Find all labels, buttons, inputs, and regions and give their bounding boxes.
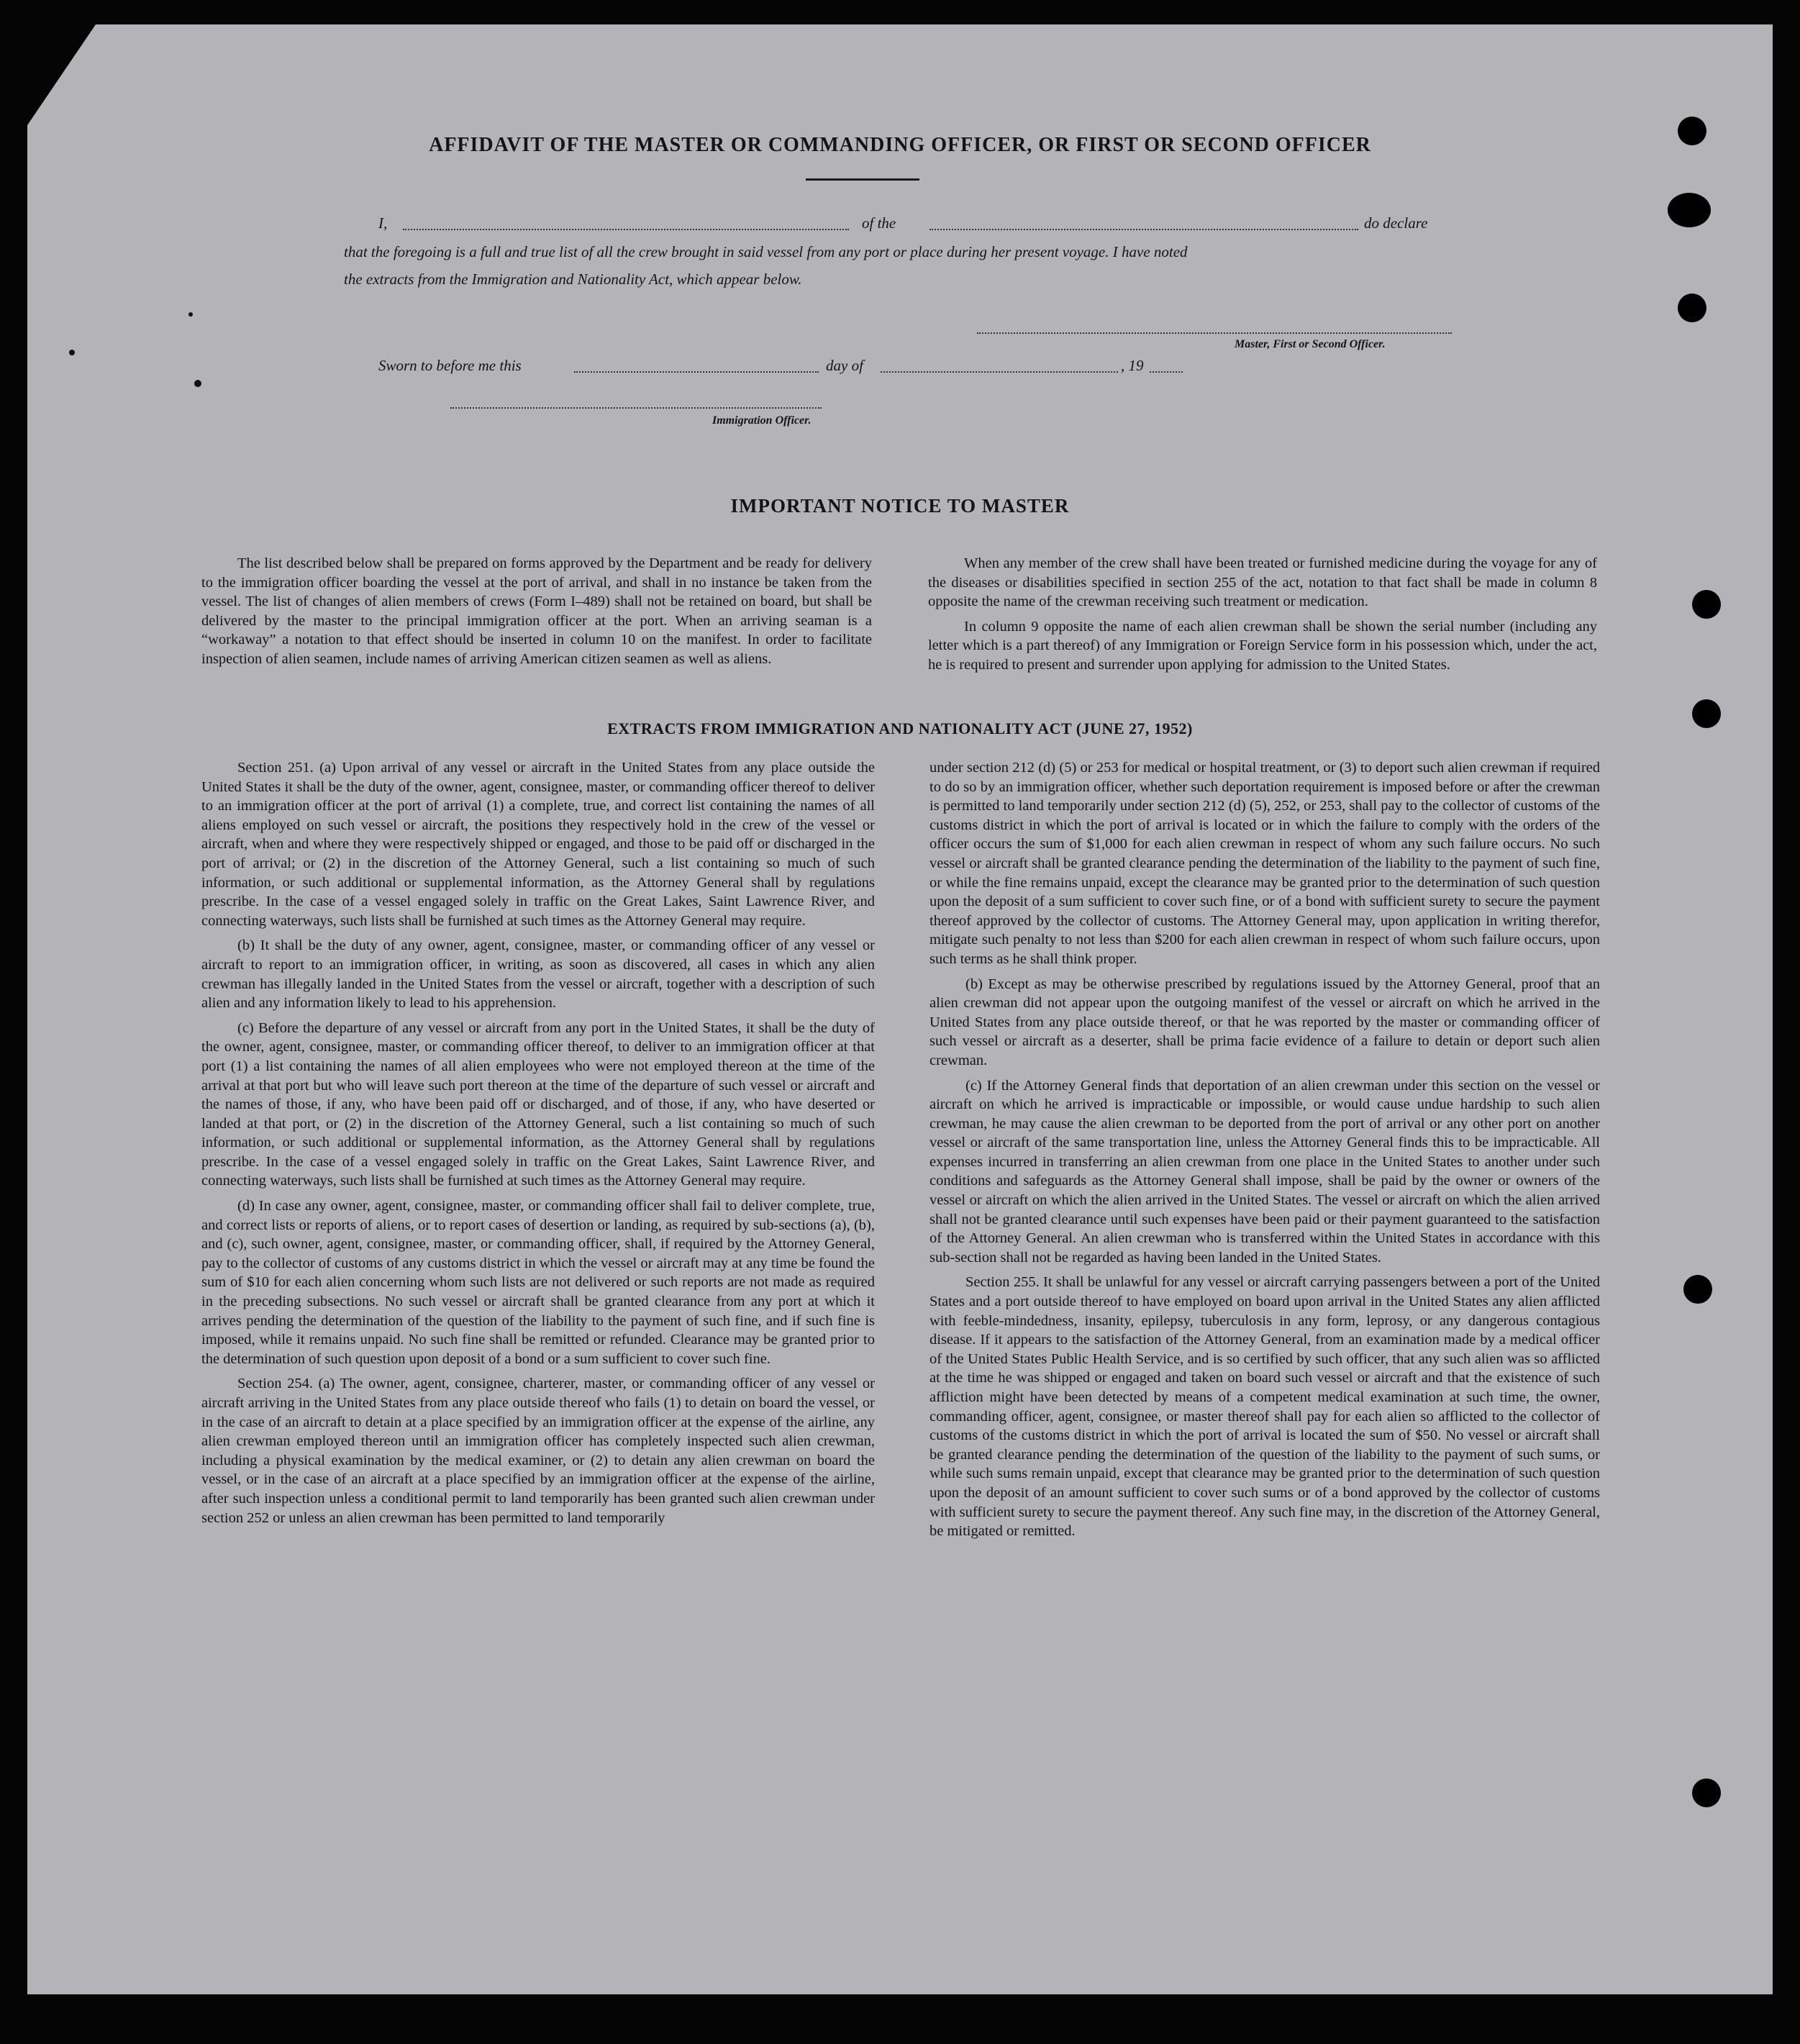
sworn-label: Sworn to before me this [378, 357, 522, 374]
master-caption: Master, First or Second Officer. [1235, 338, 1386, 350]
section-251-a: Section 251. (a) Upon arrival of any vessel or aircraft in the United States from any place outside the United States it shall be the duty of the owner, agent, consignee, master, or commanding officer thereof to deliver to an immigration officer at the port of arrival (1) a complete, true, and correct list containing the names of all aliens employed on such vessel or aircraft, the positions they respectively hold in the crew of the vessel or aircraft, when and where they were respectively shipped or engaged, and those to be paid off or discharged in the port of arrival; or (2) in the discretion of the Attorney General, such a list containing so much of such information, or such additional or supplemental information, as the Attorney General shall by regulations prescribe. In the case of a vessel engaged solely in traffic on the Great Lakes, Saint Lawrence River, and connecting waterways, such lists shall be furnished at such times as the Attorney General may require. [201, 760, 875, 929]
section-254-a: Section 254. (a) The owner, agent, consignee, charterer, master, or commanding officer of any vessel or aircraft arriving in the United States from any place outside thereof who fails (1) to detain on board the vessel, or in the case of an aircraft to detain at a place specified by an immigration officer at the expense of the airline, any alien crewman employed thereon until an immigration officer has completely inspected such alien crewman, including a physical examination by the medical examiner, or (2) to detain any alien crewman on board the vessel, or in the case of an aircraft at a place specified by an immigration officer at the expense of the airline, after such inspection unless a conditional permit to land temporarily has been granted such alien crewman under section 252 or unless an alien crewman has been permitted to land temporarily [201, 1376, 875, 1526]
sworn-year-field[interactable] [1150, 371, 1183, 373]
section-251-b: (b) It shall be the duty of any owner, agent, consignee, master, or commanding officer of any vessel or aircraft to report to an immigration officer, in writing, as soon as discovered, all cases in which any alien crewman has illegally landed in the United States from the vessel or aircraft, together with a description of such alien and any information likely to lead to his apprehension. [201, 937, 875, 1012]
officer-caption: Immigration Officer. [712, 414, 812, 427]
i-label: I, [378, 214, 388, 232]
extracts-left-column [201, 758, 875, 1533]
affidavit-line-3: the extracts from the Immigration and Nationality Act, which appear below. [344, 271, 802, 288]
section-255: Section 255. It shall be unlawful for any vessel or aircraft carrying passengers between a port of the United States and a port outside thereof to have employed on board upon arrival in the United States any alien afflicted with feeble-mindedness, insanity, epilepsy, tuberculosis in any form, leprosy, or any dangerous contagious disease. If it appears to the satisfaction of the Attorney General, from an examination made by a medical officer of the United States Public Health Service, and is so certified by such officer, that any such alien was so afflicted at the time he was shipped or engaged and taken on board such vessel or aircraft and that the existence of such affliction might have been detected by means of a competent medical examination at such time, the owner, commanding officer, agent, consignee, or master thereof shall pay for each alien so afflicted to the collector of customs of the customs district in which the port of arrival is located the sum of $50. No vessel or aircraft shall be granted clearance pending the determination of the question of the liability to the payment of such sums, or while such sums remain unpaid, except that clearance may be granted prior to the determination of such question upon the deposit of an amount sufficient to cover such sums or of a bond approved by the collector of customs with sufficient surety to secure the payment thereof. Any such fine may, in the discretion of the Attorney General, be mitigated or remitted. [929, 1274, 1600, 1540]
notice-left-column [201, 554, 872, 675]
section-251-c: (c) Before the departure of any vessel or aircraft from any port in the United States, it shall be the duty of the owner, agent, consignee, master, or commanding officer thereof, to deliver to an immigration officer at that port (1) a list containing the names of all alien employees who were not employed thereon at the time of the arrival at that port but who will leave such port thereon at the time of the departure of such vessel or aircraft and the names of those, if any, who have been paid off or discharged, and of those, if any, who have deserted or landed at that port, or (2) in the discretion of the Attorney General, such a list containing so much of such information, or such additional or supplemental information, as the Attorney General shall by regulations prescribe. In the case of a vessel engaged solely in traffic on the Great Lakes, Saint Lawrence River, and connecting waterways, such lists shall be furnished at such times as the Attorney General may require. [201, 1019, 875, 1189]
punch-hole [1692, 1779, 1721, 1807]
master-signature-line[interactable] [977, 332, 1452, 334]
punch-hole [1692, 590, 1721, 619]
section-254-b: (b) Except as may be otherwise prescribed by regulations issued by the Attorney General, proof that an alien crewman did not appear upon the outgoing manifest of the vessel or aircraft on which he arrived in the United States from any place outside thereof, or that he was reported by the master or commanding officer of such vessel or aircraft as a deserter, shall be prima facie evidence of a failure to detain or deport such alien crewman. [929, 976, 1600, 1068]
section-254-a-cont: under section 212 (d) (5) or 253 for medical or hospital treatment, or (3) to deport such alien crewman if required to do so by an immigration officer, whether such deportation requirement is imposed before or after the crewman is permitted to land temporarily under section 212 (d) (5), 252, or 253, shall pay to the collector of customs of the customs district in which the port of arrival is located or in which the failure to comply with the orders of the officer occurs the sum of $1,000 for each alien crewman in respect of whom any such failure occurs. No such vessel or aircraft shall be granted clearance pending the determination of the liability to the payment of such fine, or while the fine remains unpaid, except the clearance may be granted prior to the determination of such question upon the deposit of a sum sufficient to cover such fine, or of a bond with sufficient surety to secure the payment thereof approved by the collector of customs. The Attorney General may, upon application in writing therefor, mitigate such penalty to not less than $200 for each alien crewman in respect of whom such failure occurs, upon such terms as he shall think proper. [929, 760, 1600, 967]
vessel-field[interactable] [929, 229, 1358, 230]
officer-signature-line[interactable] [450, 407, 822, 409]
title-underline [806, 178, 919, 181]
notice-right-column [928, 554, 1597, 681]
year-label: , 19 [1121, 357, 1144, 374]
do-declare-label: do declare [1364, 214, 1428, 232]
punch-hole [1668, 193, 1711, 227]
punch-hole [1678, 294, 1706, 322]
notice-title: IMPORTANT NOTICE TO MASTER [730, 495, 1070, 517]
ink-speck [194, 380, 201, 387]
extracts-right-column [929, 758, 1600, 1547]
of-the-label: of the [862, 214, 896, 232]
ink-speck [69, 350, 75, 355]
section-254-c: (c) If the Attorney General finds that deportation of an alien crewman under this section on the vessel or aircraft on which he arrived is impracticable or impossible, or would cause undue hardship to such alien crewman, he may cause the alien crewman to be deported from the port of arrival or any other port on another vessel or aircraft of the same transportation line, unless the Attorney General finds this to be impracticable. All expenses incurred in transferring an alien crewman from one place in the United States to another under such conditions and safeguards as the Attorney General shall impose, shall be paid by the owner or owners of the vessel or aircraft on which the alien arrived in the United States. The vessel or aircraft on which the alien arrived shall not be granted clearance until such expenses have been paid or their payment guaranteed to the satisfaction of the Attorney General. An alien crewman who is transferred within the United States in accordance with this sub-section shall not be regarded as having been landed in the United States. [929, 1077, 1600, 1266]
sworn-month-field[interactable] [881, 371, 1118, 373]
affidavit-title: AFFIDAVIT OF THE MASTER OR COMMANDING OFFICER, OR FIRST OR SECOND OFFICER [429, 134, 1371, 156]
affidavit-line-2: that the foregoing is a full and true list of all the crew brought in said vessel from any port or place during her present voyage. I have noted [344, 243, 1188, 260]
day-of-label: day of [826, 357, 863, 374]
extracts-title: EXTRACTS FROM IMMIGRATION AND NATIONALITY ACT (JUNE 27, 1952) [607, 719, 1193, 737]
punch-hole [1683, 1275, 1712, 1304]
notice-left-paragraph: The list described below shall be prepared on forms approved by the Department and be ready for delivery to the immigration officer boarding the vessel at the port of arrival, and shall in no instance be taken from the vessel. The list of changes of alien members of crews (Form I–489) shall not be retained on board, but shall be delivered by the master to the principal immigration officer at the port. When an arriving seaman is a “workaway” a notation to that effect should be inserted in column 10 on the manifest. In order to facilitate inspection of alien seamen, include names of arriving American citizen seamen as well as aliens. [201, 555, 872, 667]
section-251-d: (d) In case any owner, agent, consignee, master, or commanding officer shall fail to deliver complete, true, and correct lists or reports of aliens, or to report cases of desertion or landing, as required by sub-sections (a), (b), and (c), such owner, agent, consignee, master, or commanding officer, shall, if required by the Attorney General, pay to the collector of customs of any customs district in which the vessel or aircraft may at any time be found the sum of $10 for each alien concerning whom such lists are not delivered or such reports are not made as required in the preceding subsections. No such vessel or aircraft shall be granted clearance from any port at which it arrives pending the determination of the question of the liability to the payment of such fine, and if such fine is imposed, while it remains unpaid. No such fine shall be remitted or refunded. Clearance may be granted prior to the determination of such question upon deposit of a bond or a sum sufficient to cover such fine. [201, 1198, 875, 1367]
notice-right-paragraph-2: In column 9 opposite the name of each alien crewman shall be shown the serial number (including any letter which is a part thereof) of any Immigration or Foreign Service form in his possession which, under the act, he is required to present and surrender upon applying for admission to the United States. [928, 618, 1597, 673]
sworn-day-field[interactable] [574, 371, 819, 373]
notice-right-paragraph-1: When any member of the crew shall have been treated or furnished medicine during the voyage for any of the diseases or disabilities specified in section 255 of the act, notation to that fact shall be made in column 8 opposite the name of the crewman receiving such treatment or medication. [928, 555, 1597, 610]
ink-speck [188, 312, 193, 317]
name-field[interactable] [403, 229, 849, 230]
